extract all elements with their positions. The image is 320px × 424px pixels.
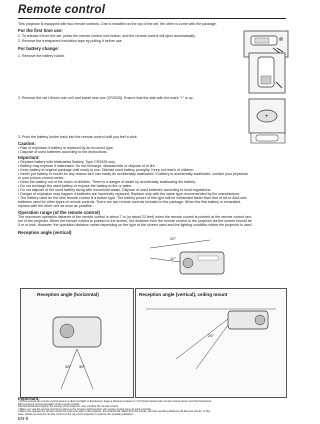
reception-vertical-heading: Reception angle (vertical) bbox=[18, 230, 72, 235]
important2-item-1: • Do not expose the remote control sensor to direct sunlight or fluorescent. Keep a distance at least 2 m (6.5 feet) between the remote control sensor and the fluorescent bbox=[18, 400, 212, 403]
angle-10-label: 10° bbox=[170, 256, 177, 261]
important2-item-4: • When you use the remote control too close to the remote control sensor, the remote control may not work correctly. bbox=[18, 407, 152, 411]
caution-item-1: • Risk of explosion if battery is replaced by an incorrect type. bbox=[18, 146, 114, 150]
important2-item-3: Inverted fluorescent light in the vicinity of the projector, may interfere the remote control. bbox=[18, 405, 119, 408]
important-item-7: • Do not recharge the used battery or expose the battery to fire or water. bbox=[18, 184, 133, 188]
reception-vertical-illustration bbox=[140, 236, 230, 286]
important-item-11: batteries used for other types of remote controls. There are two remote controls included in the package. When the first battery is exhausted, bbox=[18, 200, 242, 204]
important-item-2: • Battery may explode if mistreated. Do not recharge, disassemble or dispose of in fire. bbox=[18, 164, 156, 168]
important-item-1: • Replace battery with Matsushita Battery, Type CR2025 only. bbox=[18, 160, 116, 164]
important2-item-6: case, please remove the remote control on the top of the projector to improve the operating distance. bbox=[18, 412, 134, 416]
battery-step-3: 3. Push the battery holder back into the remote control until you feel a click. bbox=[18, 135, 138, 139]
reception-horizontal-caption: Reception angle (horizontal) bbox=[37, 292, 99, 297]
important-item-10: • The battery used for the slim remote control is a button type. The battery power of this type will be exhausted faster than that of AA or AAA size bbox=[18, 196, 247, 200]
important2-item-2: light to ensure correct operation of the remote control. bbox=[18, 402, 80, 406]
important-item-9: • Danger of explosion may happen if batteries are incorrectly replaced. Replace only with the same type recommended by the manufacturer. bbox=[18, 192, 241, 196]
battery-step-1: 1. Remove the battery holder. bbox=[18, 54, 66, 58]
battery-holder-illustration bbox=[248, 52, 286, 94]
important2-heading: Important: bbox=[18, 396, 40, 401]
svg-text:+: + bbox=[265, 114, 269, 120]
first-use-heading: For the first time use: bbox=[18, 28, 63, 33]
important-item-6: • Keep the battery out of the reach of children. There is a danger of death by accidentally swallowing the battery. bbox=[18, 180, 196, 184]
caution-heading: Caution: bbox=[18, 141, 36, 146]
intro-text: This projector is equipped with two remote controls. One is installed on the top of the set, the other is come with the package. bbox=[18, 22, 217, 26]
operation-text-3: 5 m or less. However, the operation distance varies depending on the type of the screen used and the lighting condition where the projector is used. bbox=[18, 223, 253, 227]
first-use-step-2: 2. Remove the transparent insulation tape by pulling it before use. bbox=[18, 39, 123, 43]
important-heading: Important: bbox=[18, 155, 40, 160]
title-rule bbox=[18, 18, 286, 19]
caution-item-2: • Dispose of used batteries according to the instructions. bbox=[18, 150, 108, 154]
first-use-step-1: 1. To release it from the set, press the remote control lock button, and the remote control will eject automatically. bbox=[18, 34, 196, 38]
angle-30b-label: 30° bbox=[79, 364, 86, 369]
push-holder-illustration bbox=[250, 131, 286, 143]
angle-30a-label: 30° bbox=[65, 364, 72, 369]
operation-text-1: The maximum operation distance of the remote control is about 7 m (or about 22 feet) when the remote control is pointed at the remote control sen- bbox=[18, 215, 253, 219]
important-item-8: • Do not dispose of the used battery along with household waste. Dispose of used batteries according to local regulations. bbox=[18, 188, 212, 192]
reception-ceiling-box bbox=[135, 288, 287, 398]
page-title: Remote control bbox=[18, 4, 106, 16]
operation-text-2: sor of the projector. When the remote control is pointed to the screen, the distance from the remote control to the projector via the screen should be bbox=[18, 219, 252, 223]
important-item-3: • Keep battery in original package until ready to use. Discard used battery promptly. Keep out reach of children. bbox=[18, 168, 195, 172]
battery-step-2: 2. Remove the old Lithium coin cell and install new one (CR2025). Ensure that the side with the mark "+" is up. bbox=[18, 96, 194, 100]
important-item-4: • Never put battery in mouth for any reason as it can easily be accidentally swallowed. If battery is accidentally swallowed, contact your physician bbox=[18, 172, 248, 176]
angle-20b-label: 20° bbox=[208, 333, 215, 338]
battery-heading: For battery change: bbox=[18, 46, 59, 51]
reception-horizontal-box bbox=[20, 288, 134, 398]
angle-20-label: 20° bbox=[170, 236, 177, 241]
operation-range-heading: Operation range (of the remote control) bbox=[18, 210, 100, 215]
important-item-12: replace with the other one as soon as possible. bbox=[18, 204, 93, 208]
reception-ceiling-caption: Reception angle (vertical), ceiling mount bbox=[139, 292, 228, 297]
important-item-5: or your poison control center. bbox=[18, 176, 65, 180]
page-number: EN-8 bbox=[18, 416, 29, 421]
coin-cell-illustration bbox=[248, 98, 286, 134]
important2-item-5: • When you operate the remote control from the rear side of the projector, the infrared will reflect from the screen, and the operating distance will become shorter. In this bbox=[18, 410, 211, 413]
